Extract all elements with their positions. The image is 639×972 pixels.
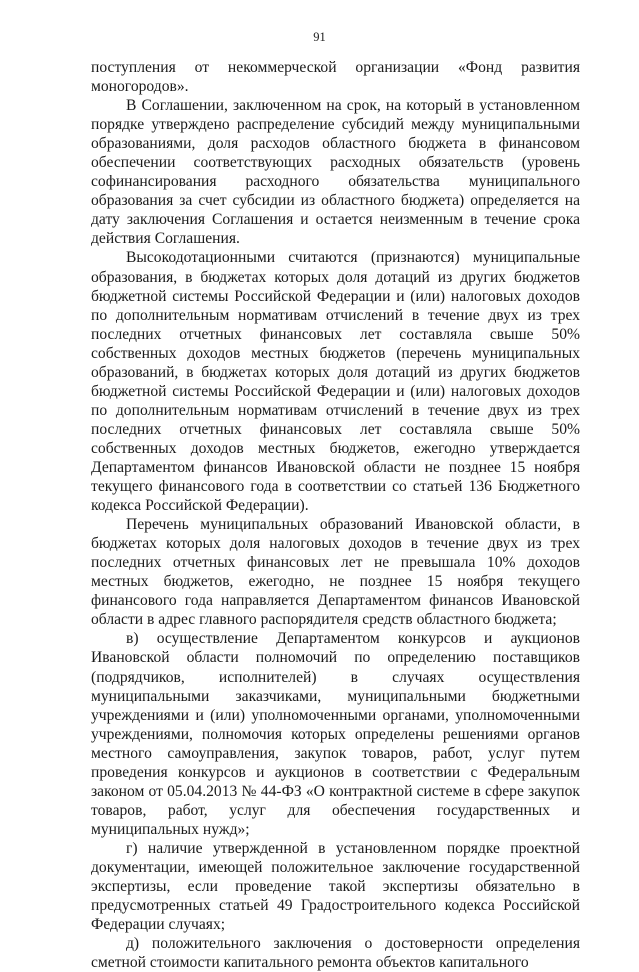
paragraph-tax-revenue-list: Перечень муниципальных образований Ивановской области, в бюджетах которых доля налоговых доходов в течение двух из трех последних отчетных финансовых лет не превышала 10% доходов местных бюджетов, ежегодно, не позднее 15 ноября текущего финансового года направляется Департаментом финансов Ивановской области в адрес главного распорядителя средств областного бюджета; <box>91 516 580 629</box>
document-body <box>91 58 580 972</box>
paragraph-item-d: д) положительного заключения о достоверности определения сметной стоимости капитального ремонта объектов капитального <box>91 935 580 972</box>
paragraph-item-v: в) осуществление Департаментом конкурсов и аукционов Ивановской области полномочий по определению поставщиков (подрядчиков, исполнителей) в случаях осуществления муниципальными заказчиками, муниципальными бюджетными учреждениями и (или) уполномоченными органами, уполномоченными учреждениями, полномочия которых определены решениями органов местного самоуправления, закупок товаров, работ, услуг путем проведения конкурсов и аукционов в соответствии с Федеральным законом от 05.04.2013 № 44-ФЗ «О контрактной системе в сфере закупок товаров, работ, услуг для обеспечения государственных и муниципальных нужд»; <box>91 630 580 838</box>
paragraph-highly-subsidized: Высокодотационными считаются (признаются) муниципальные образования, в бюджетах которых доля дотаций из других бюджетов бюджетной системы Российской Федерации и (или) налоговых доходов по дополнительным нормативам отчислений в течение двух из трех последних отчетных финансовых лет составляла свыше 50% собственных доходов местных бюджетов (перечень муниципальных образований, в бюджетах которых доля дотаций из других бюджетов бюджетной системы Российской Федерации и (или) налоговых доходов по дополнительным нормативам отчислений в течение двух из трех последних отчетных финансовых лет составляла свыше 50% собственных доходов местных бюджетов, ежегодно утверждается Департаментом финансов Ивановской области не позднее 15 ноября текущего финансового года в соответствии со статьей 136 Бюджетного кодекса Российской Федерации). <box>91 249 580 515</box>
paragraph-fund-continuation: поступления от некоммерческой организации «Фонд развития моногородов». <box>91 59 580 96</box>
page-number: 91 <box>313 30 326 44</box>
paragraph-agreement-cofinancing: В Соглашении, заключенном на срок, на который в установленном порядке утверждено распределение субсидий между муниципальными образованиями, доля расходов областного бюджета в финансовом обеспечении соответствующих расходных обязательств (уровень софинансирования расходного обязательства муниципального образования за счет субсидии из областного бюджета) определяется на дату заключения Соглашения и остается неизменным в течение срока действия Соглашения. <box>91 97 580 248</box>
paragraph-item-g: г) наличие утвержденной в установленном порядке проектной документации, имеющей положительное заключение государственной экспертизы, если проведение такой экспертизы обязательно в предусмотренных статьей 49 Градостроительного кодекса Российской Федерации случаях; <box>91 839 580 934</box>
